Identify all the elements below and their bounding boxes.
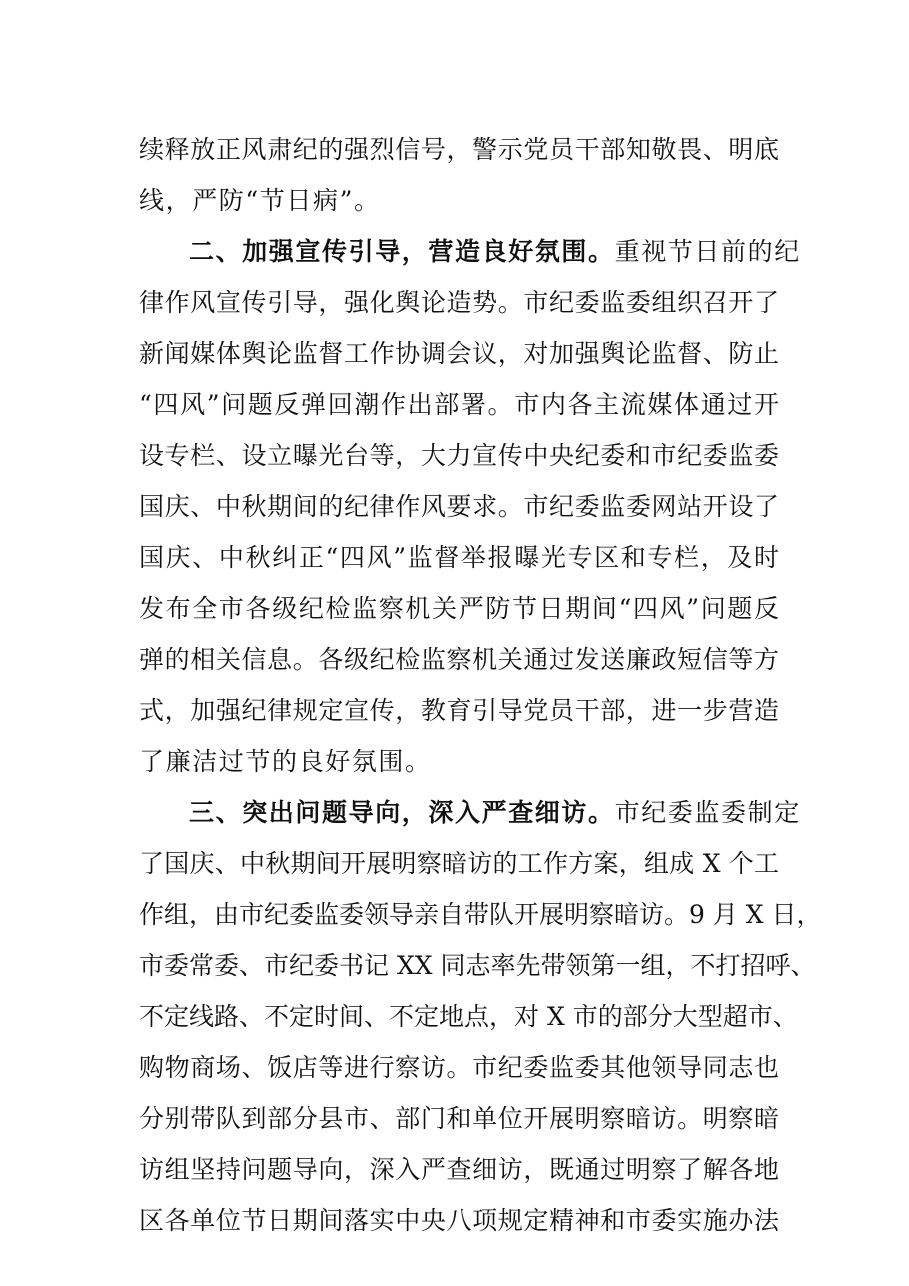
- text-line: 国庆、中秋纠正“四风”监督举报曝光专区和专栏，及时: [139, 543, 779, 572]
- text-line: 新闻媒体舆论监督工作协调会议，对加强舆论监督、防止: [139, 339, 779, 368]
- section-heading-3: 三、突出问题导向，深入严查细访。: [189, 798, 615, 827]
- paragraph-3-first-line: [139, 787, 801, 838]
- paragraph-3: [139, 787, 822, 1246]
- text-line: “四风”问题反弹回潮作出部署。市内各主流媒体通过开: [139, 390, 779, 419]
- text-line: 式，加强纪律规定宣传，教育引导党员干部，进一步营造: [139, 696, 779, 725]
- paragraph-1: [139, 124, 779, 226]
- text-line: 区各单位节日期间落实中央八项规定精神和市委实施办法: [139, 1206, 779, 1235]
- text-line: 发布全市各级纪检监察机关严防节日期间“四风”问题反: [139, 594, 779, 623]
- document-page: [139, 124, 822, 1246]
- text-line: 弹的相关信息。各级纪检监察机关通过发送廉政短信等方: [139, 645, 779, 674]
- text-line: 不定线路、不定时间、不定地点，对 X 市的部分大型超市、: [139, 1002, 798, 1031]
- text-line: 设专栏、设立曝光台等，大力宣传中央纪委和市纪委监委: [139, 441, 779, 470]
- text-line: 市委常委、市纪委书记 XX 同志率先带领第一组，不打招呼、: [139, 951, 816, 980]
- text-line: 了国庆、中秋期间开展明察暗访的工作方案，组成 X 个工: [139, 849, 779, 878]
- text-line: 了廉洁过节的良好氛围。: [139, 747, 432, 776]
- text-line: 购物商场、饭店等进行察访。市纪委监委其他领导同志也: [139, 1053, 779, 1082]
- text-run: 重视节日前的纪: [614, 237, 801, 266]
- text-line: 作组，由市纪委监委领导亲自带队开展明察暗访。9 月 X 日，: [139, 900, 822, 929]
- text-run: 市纪委监委制定: [614, 798, 801, 827]
- text-line: 访组坚持问题导向，深入严查细访，既通过明察了解各地: [139, 1155, 779, 1184]
- text-line: 分别带队到部分县市、部门和单位开展明察暗访。明察暗: [139, 1104, 779, 1133]
- paragraph-2: [139, 226, 801, 787]
- text-line: 续释放正风肃纪的强烈信号，警示党员干部知敬畏、明底: [139, 135, 779, 164]
- section-heading-2: 二、加强宣传引导，营造良好氛围。: [189, 237, 615, 266]
- paragraph-2-first-line: [139, 226, 801, 277]
- text-line: 线，严防“节日病”。: [139, 186, 381, 215]
- text-line: 律作风宣传引导，强化舆论造势。市纪委监委组织召开了: [139, 288, 779, 317]
- text-line: 国庆、中秋期间的纪律作风要求。市纪委监委网站开设了: [139, 492, 779, 521]
